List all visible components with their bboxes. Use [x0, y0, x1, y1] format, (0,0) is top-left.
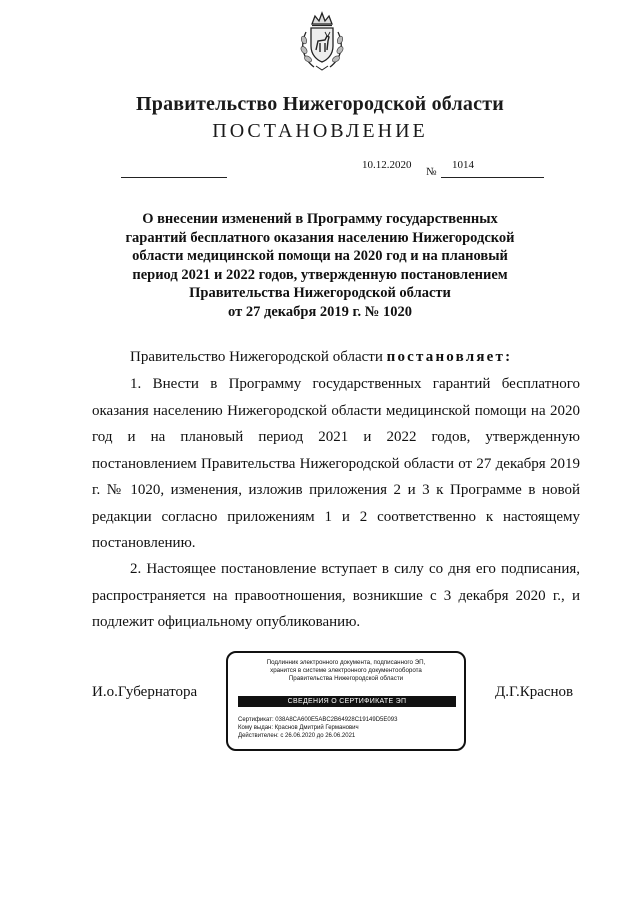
heading-line: Правительства Нижегородской области	[189, 285, 451, 301]
number-underline	[441, 177, 544, 178]
intro-paragraph	[92, 344, 580, 371]
certificate-owner: Кому выдан: Краснов Дмитрий Германович	[238, 725, 359, 731]
paragraph-1: 1. Внести в Программу государственных гарантий бесплатного оказания населению Нижегородской области медицинской помощи на 2020 год и на плановый период 2021 и 2022 годов, утвержденную постановлением Правительства Нижегородской области от 27 декабря 2019 г. № 1020, изменения, изложив приложения 2 и 3 к Программе в новой редакции согласно приложениям 1 и 2 соответственно к настоящему постановлению.	[92, 376, 580, 551]
government-name: Правительство Нижегородской области	[136, 93, 504, 115]
intro-keyword: постановляет:	[386, 349, 513, 365]
electronic-signature-stamp	[226, 651, 466, 751]
heading-line: гарантий бесплатного оказания населению Нижегородской	[125, 229, 515, 246]
date-blank-line	[121, 177, 227, 178]
signatory-name: Д.Г.Краснов	[495, 684, 574, 700]
stamp-line: Подлинник электронного документа, подписанного ЭП,	[266, 659, 426, 666]
paragraph-2: 2. Настоящее постановление вступает в силу со дня его подписания, распространяется на правоотношения, возникшие с 3 декабря 2020 г., и подлежит официальному опубликованию.	[92, 561, 580, 630]
certificate-validity: Действителен: с 26.06.2020 до 26.06.2021	[238, 733, 356, 739]
heading-line: О внесении изменений в Программу государственных	[142, 211, 498, 227]
document-heading	[100, 210, 540, 321]
certificate-id: Сертификат: 038A8CA600E5ABC2B64928C19149D5E093	[238, 717, 398, 723]
certificate-info-bar: СВЕДЕНИЯ О СЕРТИФИКАТЕ ЭП	[238, 696, 456, 707]
heading-line: области медицинской помощи на 2020 год и на плановый	[132, 248, 508, 264]
signatory-position: И.о.Губернатора	[92, 684, 198, 700]
heading-line: от 27 декабря 2019 г. № 1020	[228, 303, 412, 320]
document-date: 10.12.2020	[362, 159, 412, 171]
intro-text: Правительство Нижегородской области	[130, 349, 387, 365]
stamp-line: хранится в системе электронного документооборота	[270, 667, 422, 674]
heading-line: период 2021 и 2022 годов, утвержденную постановлением	[132, 266, 508, 283]
number-sign: №	[426, 166, 437, 178]
coat-of-arms-icon	[298, 10, 346, 72]
stamp-line: Правительства Нижегородской области	[288, 675, 404, 682]
document-number: 1014	[452, 159, 474, 171]
document-type: ПОСТАНОВЛЕНИЕ	[212, 120, 428, 142]
